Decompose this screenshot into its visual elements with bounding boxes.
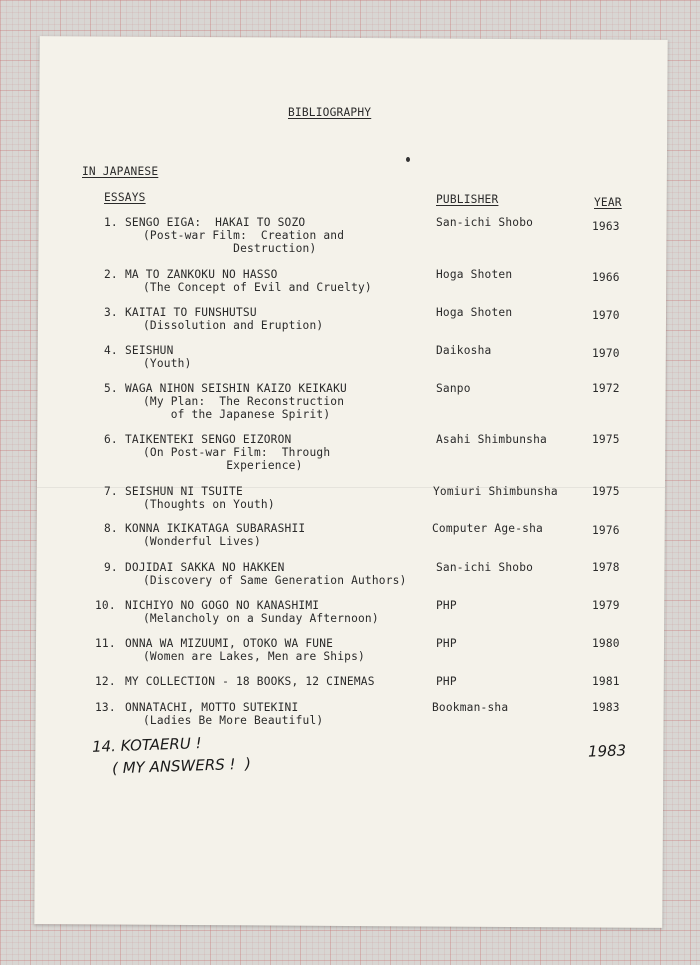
entry-number: 2. (104, 268, 118, 281)
entry-translation: (The Concept of Evil and Cruelty) (143, 281, 372, 294)
entry-year: 1970 (592, 347, 620, 360)
entry-publisher: San-ichi Shobo (436, 216, 534, 229)
entry-year: 1966 (592, 271, 620, 284)
entry-translation: (Dissolution and Eruption) (143, 319, 324, 332)
entry-year: 1983 (592, 701, 620, 714)
entry-number: 12. (95, 675, 116, 688)
entry-title: KONNA IKIKATAGA SUBARASHII (125, 522, 306, 535)
entry-number: 1. (104, 216, 118, 229)
entry-translation: Destruction) (143, 242, 317, 255)
entry-publisher: Yomiuri Shimbunsha (433, 485, 558, 498)
entry-title: TAIKENTEKI SENGO EIZORON (125, 433, 292, 446)
entry-translation: (Thoughts on Youth) (143, 498, 275, 511)
entry-translation: (Youth) (143, 357, 192, 370)
entry-translation: (Ladies Be More Beautiful) (143, 714, 324, 727)
entry-number: 7. (104, 485, 118, 498)
entry-publisher: Hoga Shoten (436, 268, 513, 281)
entry-translation: of the Japanese Spirit) (143, 408, 331, 421)
entry-publisher: Sanpo (436, 382, 471, 395)
entry-year: 1978 (592, 561, 620, 574)
entry-translation: (Post-war Film: Creation and (143, 229, 345, 242)
entry-year: 1972 (592, 382, 620, 395)
handwritten-entry-translation: ( MY ANSWERS ! ) (111, 754, 252, 778)
entry-number: 5. (104, 382, 118, 395)
entry-number: 10. (95, 599, 116, 612)
entry-title: DOJIDAI SAKKA NO HAKKEN (125, 561, 285, 574)
entry-year: 1970 (592, 309, 620, 322)
entry-title: ONNA WA MIZUUMI, OTOKO WA FUNE (125, 637, 334, 650)
entry-title: KAITAI TO FUNSHUTSU (125, 306, 257, 319)
entry-title: SEISHUN NI TSUITE (125, 485, 243, 498)
ink-mark (406, 157, 410, 162)
entry-title: NICHIYO NO GOGO NO KANASHIMI (125, 599, 320, 612)
entry-number: 11. (95, 637, 116, 650)
entry-publisher: Hoga Shoten (436, 306, 513, 319)
entry-publisher: San-ichi Shobo (436, 561, 534, 574)
entry-number: 13. (95, 701, 116, 714)
entry-translation: (Discovery of Same Generation Authors) (143, 574, 407, 587)
entry-publisher: Asahi Shimbunsha (436, 433, 547, 446)
entry-translation: (Women are Lakes, Men are Ships) (143, 650, 365, 663)
entry-year: 1980 (592, 637, 620, 650)
entry-translation: (My Plan: The Reconstruction (143, 395, 345, 408)
entry-number: 4. (104, 344, 118, 357)
entry-title: SEISHUN (125, 344, 174, 357)
entry-publisher: Bookman-sha (432, 701, 509, 714)
entry-number: 8. (104, 522, 118, 535)
entry-title: MY COLLECTION - 18 BOOKS, 12 CINEMAS (125, 675, 375, 688)
year-column-header: YEAR (594, 196, 622, 209)
entry-publisher: PHP (436, 675, 457, 688)
page-title: BIBLIOGRAPHY (288, 106, 372, 119)
section-heading: IN JAPANESE (82, 165, 159, 178)
entry-number: 3. (104, 306, 118, 319)
entry-number: 6. (104, 433, 118, 446)
entry-translation: Experience) (143, 459, 303, 472)
entry-year: 1975 (592, 485, 620, 498)
entry-year: 1975 (592, 433, 620, 446)
entry-publisher: Daikosha (436, 344, 492, 357)
handwritten-entry-year: 1983 (587, 741, 627, 761)
entry-number: 9. (104, 561, 118, 574)
entry-title: WAGA NIHON SEISHIN KAIZO KEIKAKU (125, 382, 347, 395)
entry-publisher: PHP (436, 637, 457, 650)
entry-title: SENGO EIGA: HAKAI TO SOZO (125, 216, 306, 229)
publisher-column-header: PUBLISHER (436, 193, 499, 206)
entry-title: ONNATACHI, MOTTO SUTEKINI (125, 701, 299, 714)
entry-translation: (Melancholy on a Sunday Afternoon) (143, 612, 379, 625)
entry-title: MA TO ZANKOKU NO HASSO (125, 268, 278, 281)
entry-translation: (Wonderful Lives) (143, 535, 261, 548)
entry-year: 1979 (592, 599, 620, 612)
entry-publisher: Computer Age-sha (432, 522, 543, 535)
entry-publisher: PHP (436, 599, 457, 612)
entry-year: 1976 (592, 524, 620, 537)
handwritten-entry-title: 14. KOTAERU ! (91, 734, 202, 756)
essays-column-header: ESSAYS (104, 191, 146, 204)
entry-year: 1963 (592, 220, 620, 233)
entry-translation: (On Post-war Film: Through (143, 446, 331, 459)
entry-year: 1981 (592, 675, 620, 688)
